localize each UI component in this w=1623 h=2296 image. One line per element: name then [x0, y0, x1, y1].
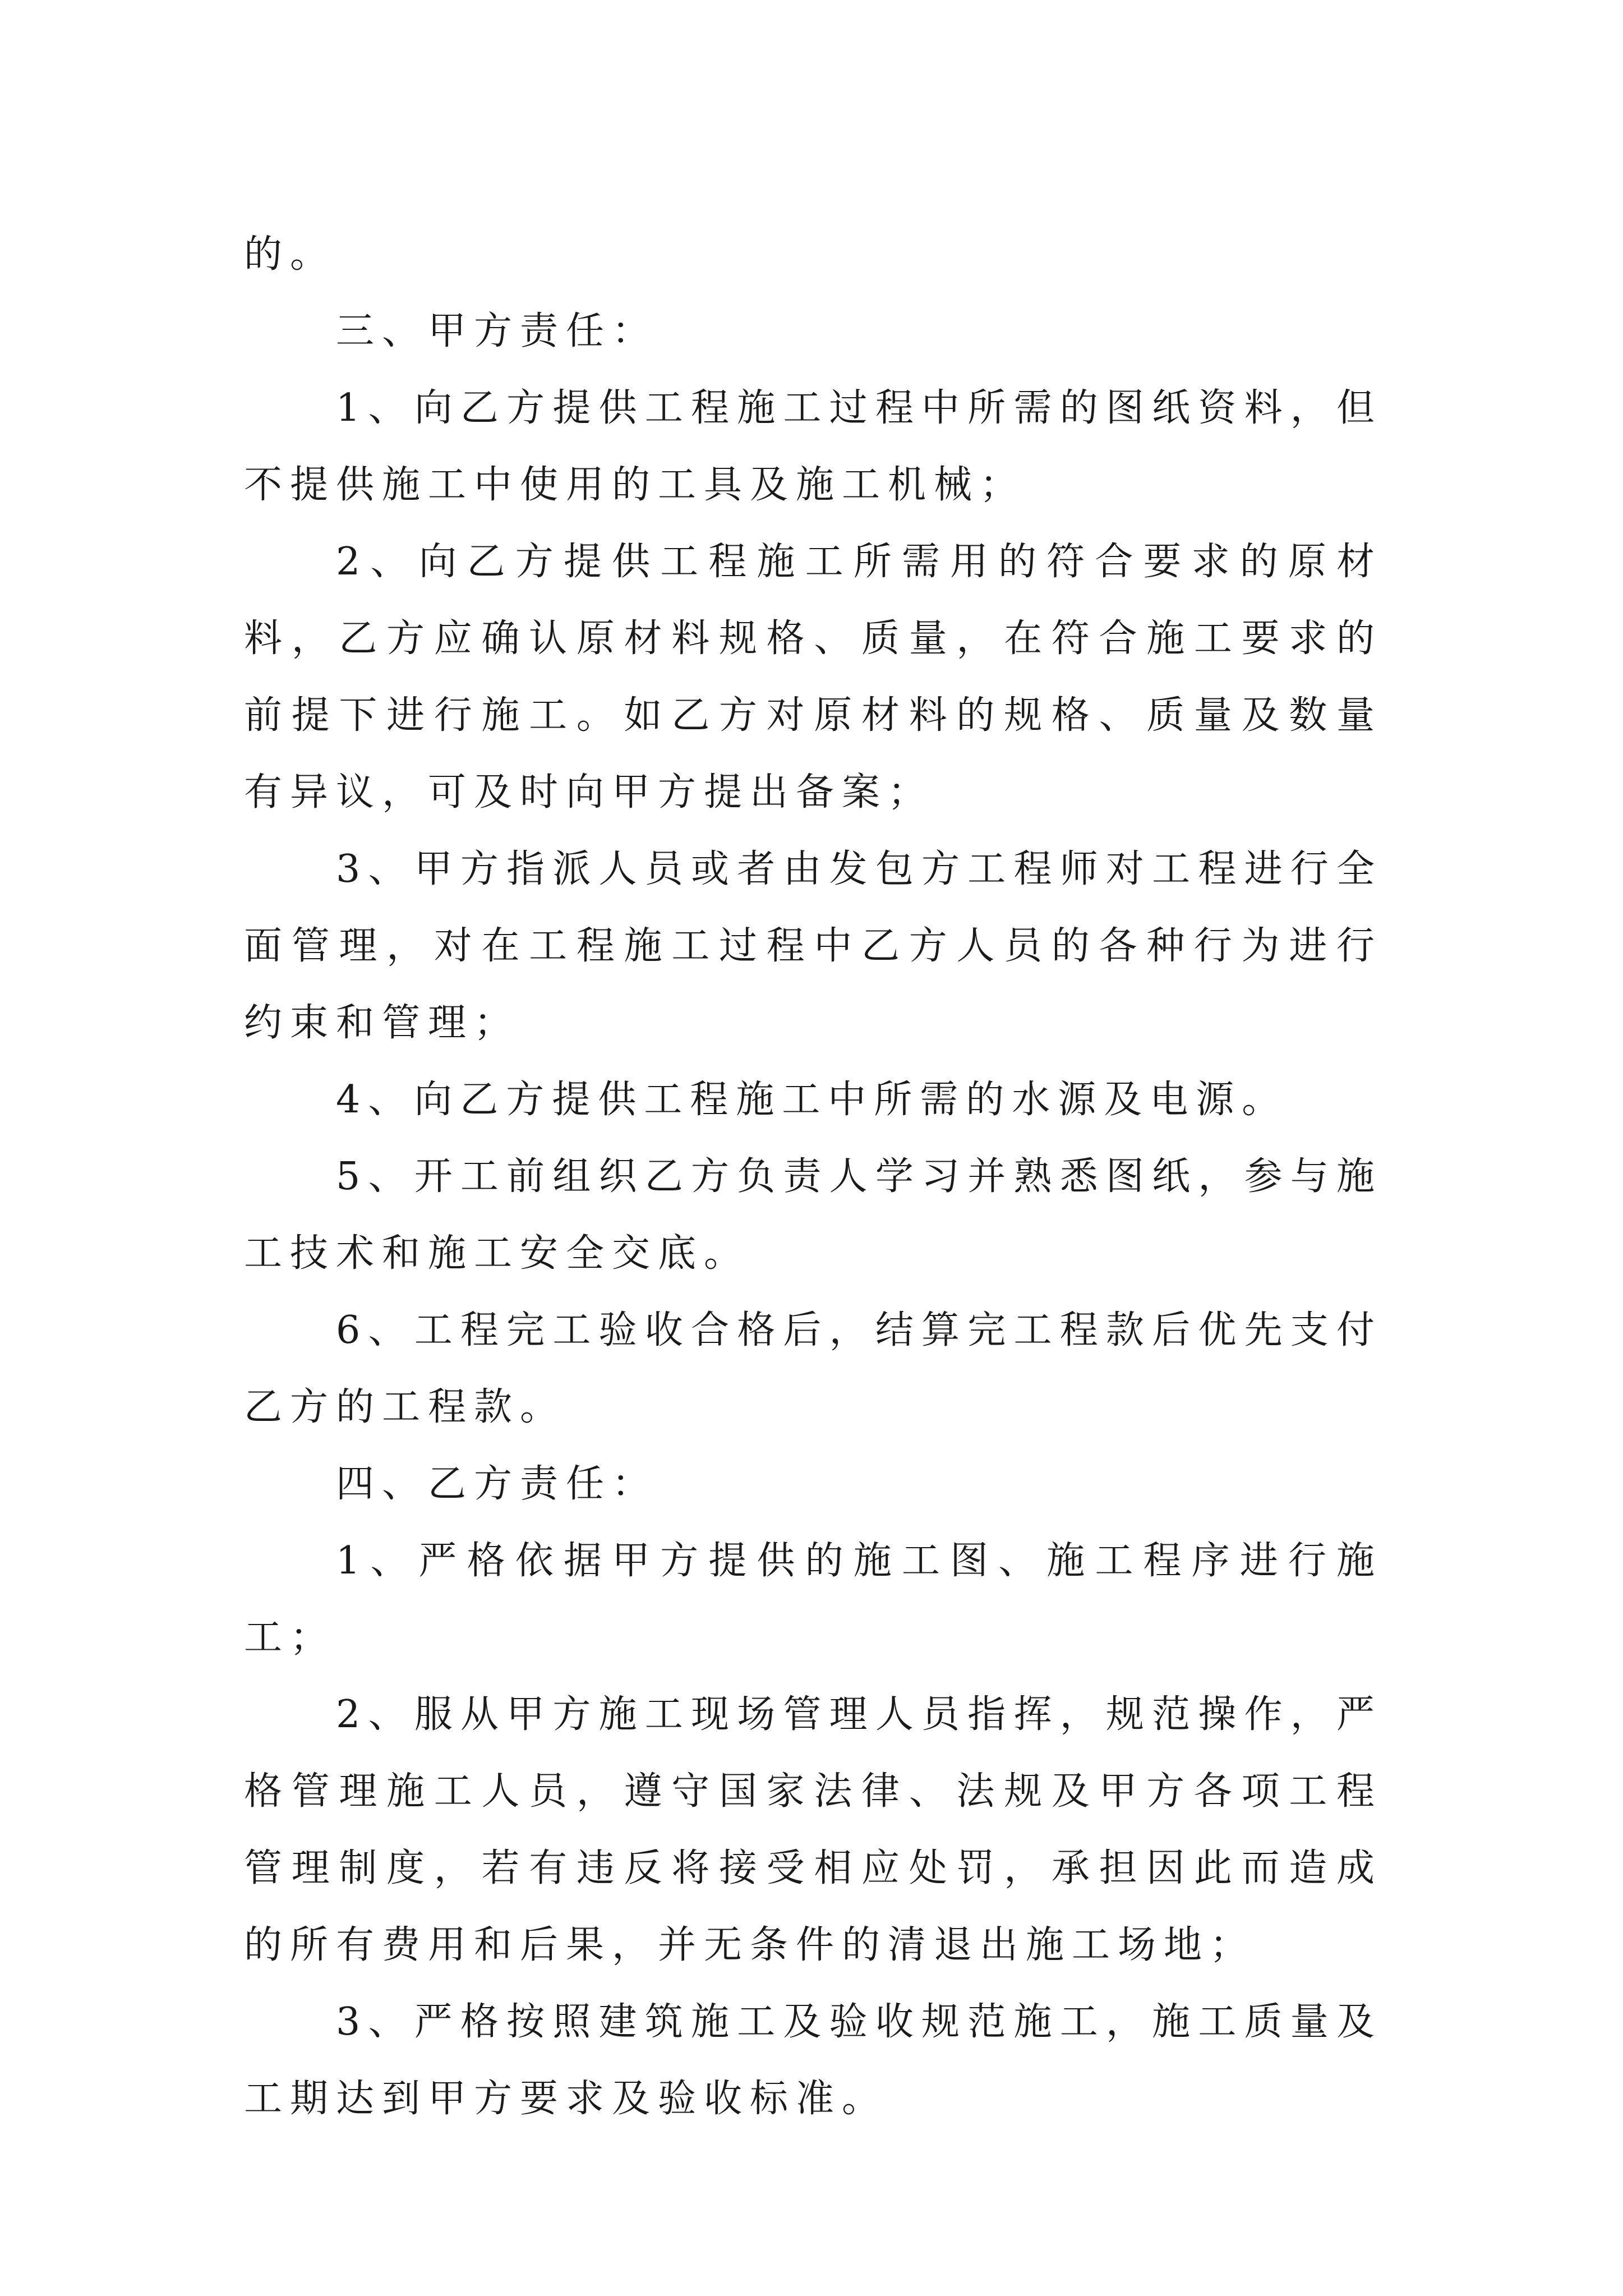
party-a-clause-4: 4、向乙方提供工程施工中所需的水源及电源。	[336, 1078, 1288, 1122]
section-heading-party-b: 四、乙方责任：	[336, 1462, 658, 1506]
paragraph-continuation: 的。	[244, 232, 336, 277]
party-a-clause-6: 6、工程完工验收合格后，结算完工程款后优先支付乙方的工程款。	[244, 1308, 1382, 1429]
section-heading-party-a: 三、甲方责任：	[336, 309, 658, 353]
party-a-clause-3: 3、甲方指派人员或者由发包方工程师对工程进行全面管理，对在工程施工过程中乙方人员的各种行为进行约束和管理；	[244, 847, 1382, 1045]
document-body	[244, 216, 1382, 2137]
party-a-clause-2: 2、向乙方提供工程施工所需用的符合要求的原材料，乙方应确认原材料规格、质量，在符合施工要求的前提下进行施工。如乙方对原材料的规格、质量及数量有异议，可及时向甲方提出备案；	[244, 540, 1382, 815]
party-b-clause-3: 3、严格按照建筑施工及验收规范施工，施工质量及工期达到甲方要求及验收标准。	[244, 2000, 1382, 2121]
party-b-clause-2: 2、服从甲方施工现场管理人员指挥，规范操作，严格管理施工人员，遵守国家法律、法规及甲方各项工程管理制度，若有违反将接受相应处罚，承担因此而造成的所有费用和后果，并无条件的清退出施工场地；	[244, 1692, 1382, 1967]
party-b-clause-1: 1、严格依据甲方提供的施工图、施工程序进行施工；	[244, 1539, 1382, 1660]
party-a-clause-1: 1、向乙方提供工程施工过程中所需的图纸资料，但不提供施工中使用的工具及施工机械；	[244, 386, 1382, 507]
party-a-clause-5: 5、开工前组织乙方负责人学习并熟悉图纸，参与施工技术和施工安全交底。	[244, 1154, 1382, 1276]
